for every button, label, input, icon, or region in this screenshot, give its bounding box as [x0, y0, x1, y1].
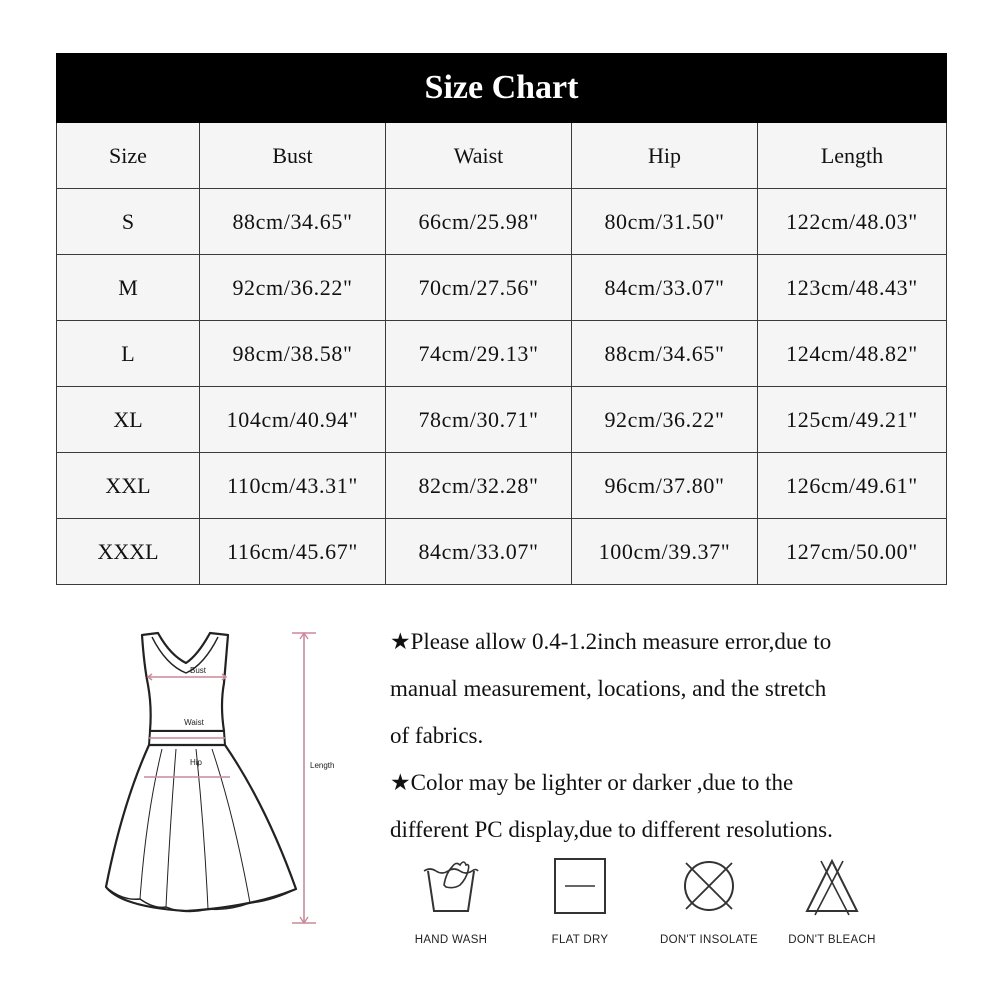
cell-hip: 92cm/36.22" — [572, 387, 758, 453]
bust-label: Bust — [189, 666, 207, 675]
hand-wash-icon — [386, 855, 516, 917]
dont-insolate-label: DON'T INSOLATE — [660, 934, 758, 946]
cell-length: 122cm/48.03" — [758, 189, 947, 255]
cell-length: 123cm/48.43" — [758, 255, 947, 321]
size-chart-title: Size Chart — [57, 54, 947, 123]
cell-waist: 74cm/29.13" — [386, 321, 572, 387]
cell-bust: 92cm/36.22" — [200, 255, 386, 321]
note-line: different PC display,due to different resolutions. — [390, 817, 833, 842]
cell-size: XL — [57, 387, 200, 453]
header-size: Size — [57, 123, 200, 189]
cell-bust: 110cm/43.31" — [200, 453, 386, 519]
header-hip: Hip — [572, 123, 758, 189]
table-row — [57, 453, 947, 519]
waist-label: Waist — [184, 718, 204, 727]
cell-hip: 100cm/39.37" — [572, 519, 758, 585]
dress-outline-icon — [100, 625, 350, 935]
cell-length: 125cm/49.21" — [758, 387, 947, 453]
size-chart-table — [56, 53, 947, 585]
dont-bleach-icon — [767, 855, 897, 917]
cell-waist: 66cm/25.98" — [386, 189, 572, 255]
cell-hip: 96cm/37.80" — [572, 453, 758, 519]
table-title-row — [57, 54, 947, 123]
flat-dry-icon — [515, 855, 645, 917]
cell-size: XXXL — [57, 519, 200, 585]
cell-hip: 84cm/33.07" — [572, 255, 758, 321]
hip-label: Hip — [189, 758, 203, 767]
table-row — [57, 321, 947, 387]
note-line: of fabrics. — [390, 723, 484, 748]
cell-waist: 70cm/27.56" — [386, 255, 572, 321]
cell-length: 124cm/48.82" — [758, 321, 947, 387]
cell-bust: 98cm/38.58" — [200, 321, 386, 387]
header-bust: Bust — [200, 123, 386, 189]
dont-bleach-label: DON'T BLEACH — [788, 934, 876, 946]
cell-length: 126cm/49.61" — [758, 453, 947, 519]
cell-waist: 84cm/33.07" — [386, 519, 572, 585]
cell-waist: 82cm/32.28" — [386, 453, 572, 519]
cell-bust: 88cm/34.65" — [200, 189, 386, 255]
cell-waist: 78cm/30.71" — [386, 387, 572, 453]
note-line: manual measurement, locations, and the stretch — [390, 676, 827, 701]
dont-insolate-icon — [644, 855, 774, 917]
table-row — [57, 519, 947, 585]
notes-block — [390, 618, 950, 853]
hand-wash-label: HAND WASH — [414, 934, 488, 946]
table-row — [57, 387, 947, 453]
cell-length: 127cm/50.00" — [758, 519, 947, 585]
cell-size: XXL — [57, 453, 200, 519]
header-length: Length — [758, 123, 947, 189]
cell-bust: 116cm/45.67" — [200, 519, 386, 585]
cell-bust: 104cm/40.94" — [200, 387, 386, 453]
length-label: Length — [310, 761, 335, 770]
table-row — [57, 189, 947, 255]
dress-diagram — [100, 625, 350, 935]
cell-size: S — [57, 189, 200, 255]
cell-size: L — [57, 321, 200, 387]
cell-hip: 88cm/34.65" — [572, 321, 758, 387]
flat-dry-label: FLAT DRY — [551, 934, 609, 946]
table-row — [57, 255, 947, 321]
cell-size: M — [57, 255, 200, 321]
cell-hip: 80cm/31.50" — [572, 189, 758, 255]
note-line: ★Please allow 0.4-1.2inch measure error,due to — [390, 629, 832, 654]
note-line: ★Color may be lighter or darker ,due to the — [390, 770, 794, 795]
header-waist: Waist — [386, 123, 572, 189]
table-header-row — [57, 123, 947, 189]
